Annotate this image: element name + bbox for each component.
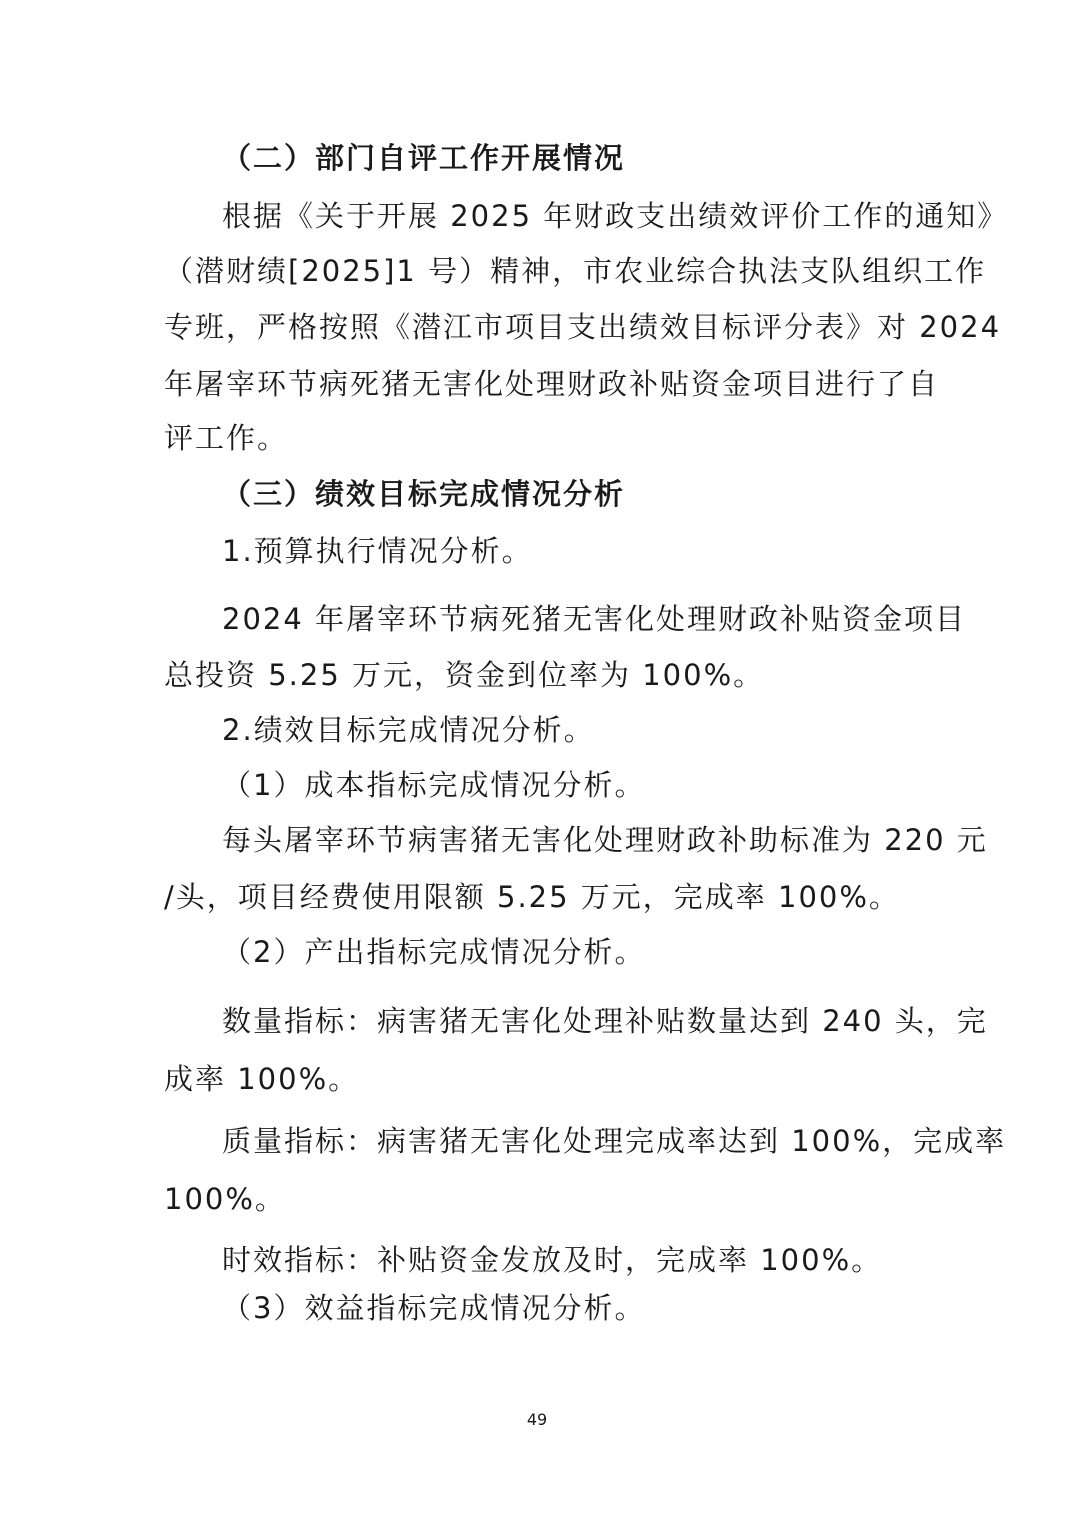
subheading: （3）效益指标完成情况分析。 — [222, 1291, 646, 1325]
subheading: 2.绩效目标完成情况分析。 — [222, 713, 595, 747]
paragraph-line: 时效指标：补贴资金发放及时，完成率 100%。 — [222, 1243, 883, 1277]
paragraph-line: 根据《关于开展 2025 年财政支出绩效评价工作的通知》 — [222, 199, 1009, 233]
paragraph-line: 每头屠宰环节病害猪无害化处理财政补助标准为 220 元 — [222, 823, 988, 857]
subheading: （2）产出指标完成情况分析。 — [222, 935, 646, 969]
section-heading-3: （三）绩效目标完成情况分析 — [222, 477, 626, 511]
paragraph-line: （潜财绩[2025]1 号）精神，市农业综合执法支队组织工作 — [164, 254, 987, 288]
paragraph-line: /头，项目经费使用限额 5.25 万元，完成率 100%。 — [164, 880, 900, 914]
paragraph-line: 年屠宰环节病死猪无害化处理财政补贴资金项目进行了自 — [164, 367, 940, 401]
subheading: 1.预算执行情况分析。 — [222, 534, 533, 568]
paragraph-line: 总投资 5.25 万元，资金到位率为 100%。 — [164, 658, 765, 692]
paragraph-line: 数量指标：病害猪无害化处理补贴数量达到 240 头，完 — [222, 1004, 988, 1038]
subheading: （1）成本指标完成情况分析。 — [222, 768, 646, 802]
page-number: 49 — [526, 1410, 548, 1429]
section-heading-2: （二）部门自评工作开展情况 — [222, 141, 626, 175]
paragraph-line: 评工作。 — [164, 421, 289, 455]
paragraph-line: 质量指标：病害猪无害化处理完成率达到 100%，完成率 — [222, 1124, 1007, 1158]
paragraph-line: 成率 100%。 — [164, 1062, 360, 1096]
paragraph-line: 100%。 — [164, 1182, 286, 1216]
paragraph-line: 专班，严格按照《潜江市项目支出绩效目标评分表》对 2024 — [164, 310, 1002, 344]
paragraph-line: 2024 年屠宰环节病死猪无害化处理财政补贴资金项目 — [222, 602, 967, 636]
